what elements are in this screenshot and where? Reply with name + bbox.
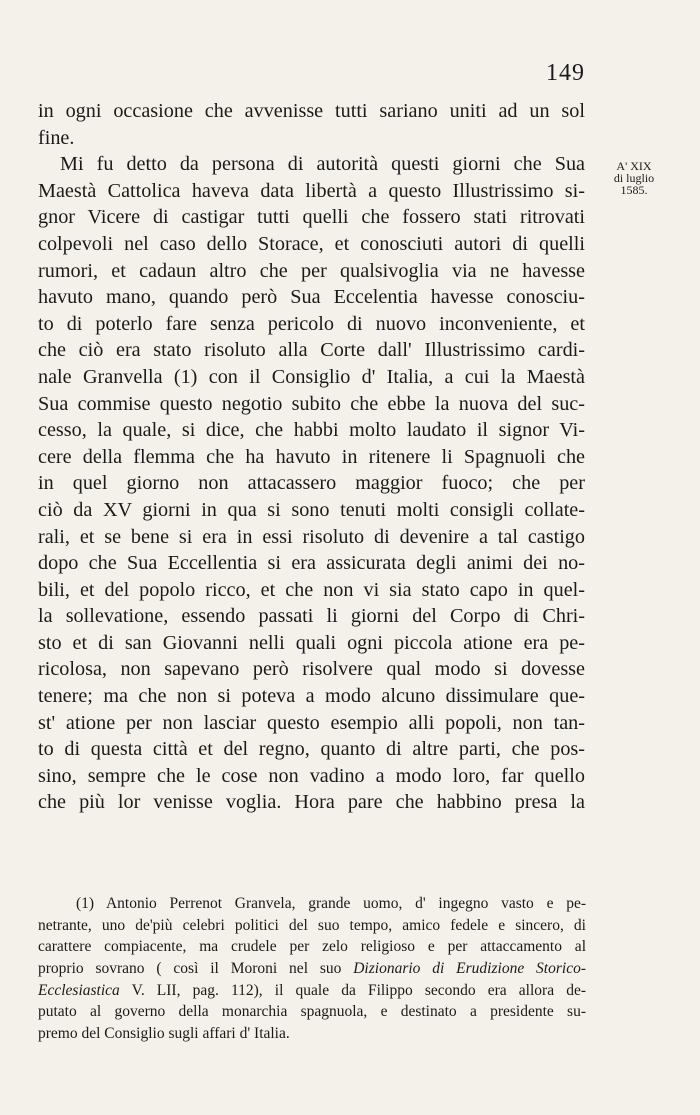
text-line: Sua commise questo negotio subito che ebbe la nuova del suc- bbox=[38, 392, 585, 415]
page-number: 149 bbox=[546, 60, 585, 86]
footnote-italic-title: Dizionario di Erudizione Storico- bbox=[353, 960, 586, 978]
body-text bbox=[38, 98, 585, 816]
text-line: in ogni occasione che avvenisse tutti sariano uniti ad un sol bbox=[38, 100, 585, 122]
footnote-text: V. LII, pag. 112), il quale da Filippo secondo era allora de- bbox=[119, 981, 586, 999]
footnote-italic-title: Ecclesiastica bbox=[38, 981, 120, 999]
text-line: sto et di san Giovanni nelli quali ogni piccola atione era pe- bbox=[38, 631, 585, 654]
text-line: che più lor venisse voglia. Hora pare che habbino presa la bbox=[38, 791, 585, 814]
text-line: rumori, et cadaun altro che per qualsivoglia via ne havesse bbox=[38, 259, 585, 282]
text-line: Mi fu detto da persona di autorità questi giorni che Sua bbox=[60, 153, 585, 176]
text-line: st' atione per non lasciar questo esempio alli popoli, non tan- bbox=[38, 711, 585, 734]
margin-note-line: 1585. bbox=[620, 183, 648, 197]
text-line: nale Granvella (1) con il Consiglio d' Italia, a cui la Maestà bbox=[38, 365, 585, 388]
footnote-line bbox=[38, 958, 586, 980]
text-line: dopo che Sua Eccellentia si era assicurata degli animi dei no- bbox=[38, 552, 585, 575]
text-line: in quel giorno non attacassero maggior fuoco; che per bbox=[38, 472, 585, 495]
text-line: ciò da XV giorni in qua si sono tenuti molti consigli collate- bbox=[38, 498, 585, 521]
footnote-line: (1) Antonio Perrenot Granvela, grande uomo, d' ingegno vasto e pe- bbox=[76, 895, 586, 912]
text-line: tenere; ma che non si poteva a modo alcuno dissimulare que- bbox=[38, 685, 585, 708]
text-line: cesso, la quale, si dice, che habbi molto laudato il signor Vi- bbox=[38, 419, 585, 442]
footnote-line: putato al governo della monarchia spagnuola, e destinato a presidente su- bbox=[38, 1003, 586, 1021]
margin-note-line: di luglio bbox=[613, 171, 655, 185]
text-line: la sollevatione, essendo passati li giorni del Corpo di Chri- bbox=[38, 605, 585, 628]
footnote-line bbox=[38, 980, 586, 1002]
footnote-text: proprio sovrano ( così il Moroni nel suo bbox=[38, 960, 354, 978]
footnote-line: carattere compiacente, ma crudele per zelo religioso e per attaccamento al bbox=[38, 938, 586, 956]
text-line: to di questa città et del regno, quanto di altre parti, che pos- bbox=[38, 738, 585, 761]
margin-note-line: A' XIX bbox=[616, 159, 652, 173]
text-line: to di poterlo fare senza pericolo di nuovo inconveniente, et bbox=[38, 312, 585, 335]
text-line: che ciò era stato risoluto alla Corte dall' Illustrissimo cardi- bbox=[38, 339, 585, 362]
text-line: ricolosa, non sapevano però risolvere qual modo si dovesse bbox=[38, 658, 585, 681]
footnote bbox=[38, 893, 586, 1045]
text-line: gnor Vicere di castigar tutti quelli che fossero stati ritrovati bbox=[38, 206, 585, 229]
text-line: colpevoli nel caso dello Storace, et conosciuti autori di quelli bbox=[38, 232, 585, 255]
text-line: fine. bbox=[38, 126, 75, 149]
text-line: sino, sempre che le cose non vadino a modo loro, far quello bbox=[38, 764, 585, 787]
footnote-line: netrante, uno de'più celebri politici del suo tempo, amico fedele e sincero, di bbox=[38, 916, 586, 934]
text-line: havuto mano, quando però Sua Eccelentia havesse conosciu- bbox=[38, 286, 585, 309]
margin-date-note bbox=[598, 160, 670, 196]
footnote-line: premo del Consiglio sugli affari d' Italia. bbox=[38, 1025, 290, 1043]
text-line: bili, et del popolo ricco, et che non vi sia stato capo in quel- bbox=[38, 578, 585, 601]
text-line: cere della flemma che ha havuto in ritenere li Spagnuoli che bbox=[38, 445, 585, 468]
text-line: rali, et se bene si era in essi risoluto di devenire a tal castigo bbox=[38, 525, 585, 548]
text-line: Maestà Cattolica haveva data libertà a questo Illustrissimo si- bbox=[38, 179, 585, 202]
